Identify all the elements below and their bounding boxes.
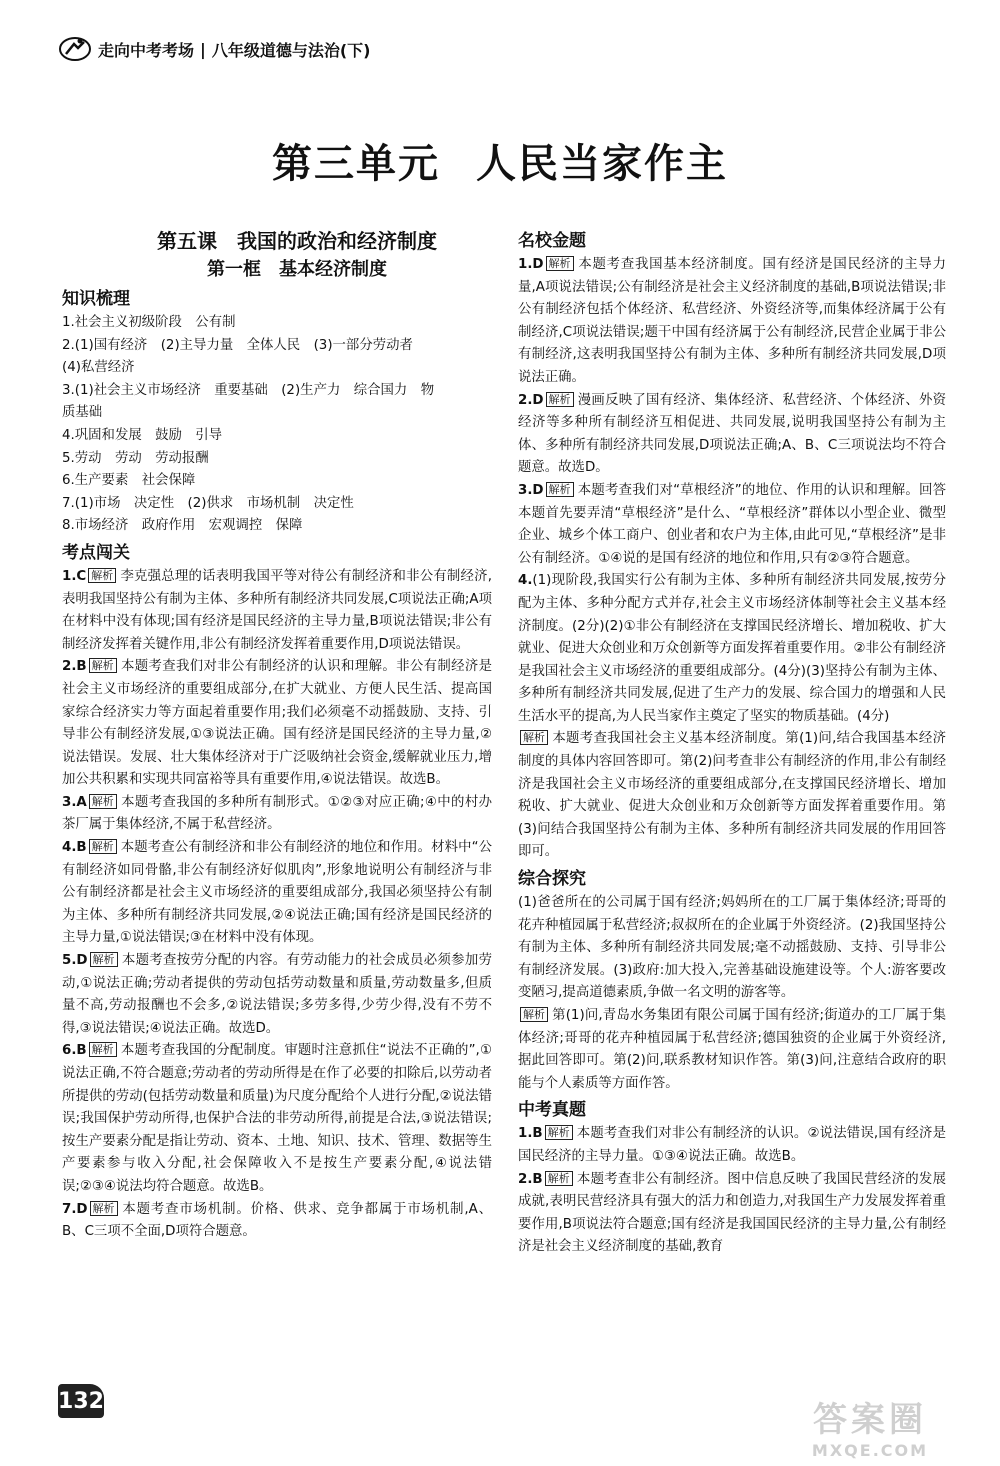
- answer-item: [62, 1199, 492, 1244]
- list-item: 5.劳动 劳动 劳动报酬: [62, 450, 209, 466]
- analysis-tag: 解析: [546, 256, 574, 271]
- answer-text: 漫画反映了国有经济、集体经济、私营经济、个体经济、外资经济等多种所有制经济互相促进、共同发展,说明我国坚持公有制为主体、多种所有制经济共同发展,D项说法正确;A、B、C三项说法均不符合题意。故选D。: [518, 392, 946, 476]
- answer-number: 6.B: [62, 1043, 87, 1059]
- frame-title: 第一框 基本经济制度: [207, 259, 387, 280]
- analysis-tag: 解析: [89, 658, 117, 673]
- answer-item: [62, 656, 492, 792]
- answer-text: (1)爸爸所在的公司属于国有经济;妈妈所在的工厂属于集体经济;哥哥的花卉种植园属于私营经济;叔叔所在的企业属于外资经济。(2)我国坚持公有制为主体、多种所有制经济共同发展;毫不动摇鼓励、支持、引导非公有制经济发展。(3)政府:加大投入,完善基础设施建设等。个人:游客要改变陋习,提高道德素质,争做一名文明的游客等。: [518, 895, 946, 1001]
- runner-logo-icon: [58, 36, 92, 62]
- answer-text: 本题考查我国基本经济制度。国有经济是国民经济的主导力量,A项说法错误;公有制经济是社会主义经济制度的基础,B项说法错误;非公有制经济包括个体经济、私营经济、外资经济等,而集体经济属于公有制经济,C项说法错误;题干中国有经济属于公有制经济,民营企业属于非公有制经济,这表明我国坚持公有制为主体、多种所有制经济共同发展,D项说法正确。: [518, 257, 946, 385]
- analysis-tag: 解析: [545, 1125, 573, 1140]
- mingxiao-list: [518, 254, 946, 864]
- answer-number: 2.B: [62, 659, 87, 675]
- list-item: 2.(1)国有经济 (2)主导力量 全体人民 (3)一部分劳动者: [62, 337, 413, 353]
- kaodian-list: [62, 566, 492, 1244]
- answer-item: [518, 892, 946, 1005]
- answer-item: [518, 570, 946, 728]
- section-heading-mingxiao: 名校金题: [518, 231, 586, 251]
- answer-text: 第(1)问,青岛水务集团有限公司属于国有经济;街道办的工厂属于集体经济;哥哥的花卉种植园属于私营经济;德国独资的企业属于外资经济,据此回答即可。第(2)问,联系教材知识作答。第(3)问,注意结合政府的职能与个人素质等方面作答。: [518, 1008, 946, 1091]
- answer-item: [518, 390, 946, 480]
- page-number: 132: [58, 1384, 104, 1418]
- analysis-tag: 解析: [546, 482, 574, 497]
- answer-item: [518, 254, 946, 390]
- answer-text: 本题考查我们对非公有制经济的认识。②说法错误,国有经济是国民经济的主导力量。①③④说法正确。故选B。: [518, 1126, 946, 1164]
- section-heading-zhishi: 知识梳理: [62, 289, 130, 309]
- unit-name: 人民当家作主: [476, 141, 728, 187]
- answer-text: 本题考查按劳分配的内容。有劳动能力的社会成员必须参加劳动,①说法正确;劳动者提供的劳动包括劳动数量和质量,劳动数量多,但质量不高,劳动报酬也不会多,②说法错误;多劳多得,少劳少得,没有不劳不得,③说法错误;④说法正确。故选D。: [62, 953, 492, 1036]
- unit-number: 第三单元: [272, 141, 440, 187]
- watermark-text: 答案圈: [813, 1400, 927, 1440]
- right-column: [518, 226, 946, 1259]
- analysis-tag: 解析: [89, 839, 117, 854]
- answer-number: 4.B: [62, 840, 87, 856]
- answer-text: 本题考查我们对“草根经济”的地位、作用的认识和理解。回答本题首先要弄清“草根经济”是什么、“草根经济”群体以小型企业、微型企业、城乡个体工商户、创业者和农户为主体,由此可见,“草根经济”是非公有制经济。①④说的是国有经济的地位和作用,只有②③符合题意。: [518, 482, 946, 566]
- answer-text: 本题考查非公有制经济。图中信息反映了我国民营经济的发展成就,表明民营经济具有强大的活力和创造力,对我国生产力发展发挥着重要作用,B项说法符合题意;国有经济是我国国民经济的主导力量,公有制经济是社会主义经济制度的基础,教育: [518, 1171, 946, 1255]
- list-item: 3.(1)社会主义市场经济 重要基础 (2)生产力 综合国力 物: [62, 382, 435, 398]
- analysis-tag: 解析: [520, 730, 548, 745]
- watermark-url: MXQE.COM: [811, 1441, 929, 1460]
- list-item: 8.市场经济 政府作用 宏观调控 保障: [62, 518, 303, 534]
- knowledge-list: [62, 312, 492, 538]
- unit-title: [0, 132, 1000, 189]
- analysis-tag: 解析: [89, 1042, 117, 1057]
- answer-text: 本题考查我们对非公有制经济的认识和理解。非公有制经济是社会主义市场经济的重要组成部分,在扩大就业、方便人民生活、提高国家综合经济实力等方面起着重要作用;我们必须毫不动摇鼓励、支持、引导非公有制经济发展,①③说法正确。国有经济是国民经济的主导力量,②说法错误。发展、壮大集体经济对于广泛吸纳社会资金,缓解就业压力,增加公共积累和实现共同富裕等具有重要作用,④说法错误。故选B。: [62, 659, 492, 788]
- section-heading-zhongkao: 中考真题: [518, 1100, 586, 1121]
- analysis-tag: 解析: [89, 794, 117, 809]
- brand-name: 走向中考考场: [98, 40, 195, 60]
- answer-item: [518, 1169, 946, 1259]
- answer-number: 1.C: [62, 568, 87, 584]
- answer-number: 5.D: [62, 953, 88, 969]
- answer-number: 4.: [518, 573, 533, 589]
- analysis-tag: 解析: [520, 1007, 548, 1022]
- answer-text: 本题考查我国的分配制度。审题时注意抓住“说法不正确的”,①说法正确,不符合题意;劳动者的劳动所得是在作了必要的扣除后,以劳动者所提供的劳动(包括劳动数量和质量)为尺度分配给个人进行分配,②说法错误;我国保护劳动所得,也保护合法的非劳动所得,前提是合法,③说法错误;按生产要素分配是指让劳动、资本、土地、知识、技术、管理、数据等生产要素参与收入分配,社会保障收入不是按生产要素分配,④说法错误;②③④说法均符合题意。故选B。: [62, 1043, 492, 1194]
- analysis-tag: 解析: [546, 392, 574, 407]
- list-item: 质基础: [62, 405, 103, 421]
- list-item: 6.生产要素 社会保障: [62, 473, 196, 489]
- answer-item: [62, 837, 492, 950]
- analysis-tag: 解析: [90, 1201, 118, 1216]
- zonghe-list: [518, 892, 946, 1095]
- answer-text: (1)现阶段,我国实行公有制为主体、多种所有制经济共同发展,按劳分配为主体、多种分配方式并存,社会主义市场经济体制等社会主义基本经济制度。(2分)(2)①非公有制经济在支撑国民经济增长、增加税收、扩大就业、促进大众创业和万众创新等方面发挥着重要作用。②非公有制经济是我国社会主义市场经济的重要组成部分。(4分)(3)坚持公有制为主体、多种所有制经济共同发展,促进了生产力的发展、综合国力的增强和人民生活水平的提高,为人民当家作主奠定了坚实的物质基础。(4分): [518, 573, 946, 724]
- answer-item: [62, 566, 492, 656]
- answer-item: [518, 480, 946, 570]
- answer-number: 2.D: [518, 392, 544, 408]
- zhongkao-list: [518, 1123, 946, 1259]
- answer-text: 李克强总理的话表明我国平等对待公有制经济和非公有制经济,表明我国坚持公有制为主体、多种所有制经济共同发展,C项说法正确;A项在材料中没有体现;国有经济是国民经济的主导力量,B项说法错误;非公有制经济发挥着关键作用,非公有制经济发挥着重要作用,D项说法错误。: [62, 568, 492, 652]
- answer-text: 本题考查公有制经济和非公有制经济的地位和作用。材料中“公有制经济如同骨骼,非公有制经济好似肌肉”,形象地说明公有制经济与非公有制经济都是社会主义市场经济的重要组成部分,我国必须坚持公有制为主体、多种所有制经济共同发展,②④说法正确;国有经济是国民经济的主导力量,①说法错误;③在材料中没有体现。: [62, 840, 492, 946]
- answer-item: [518, 1123, 946, 1168]
- lesson-title: 第五课 我国的政治和经济制度: [157, 229, 437, 253]
- left-column: [62, 226, 492, 1244]
- watermark-logo: [770, 1392, 970, 1462]
- section-heading-zonghe: 综合探究: [518, 869, 586, 890]
- answer-number: 2.B: [518, 1171, 543, 1187]
- answer-number: 1.B: [518, 1126, 543, 1142]
- answer-item: [62, 950, 492, 1040]
- book-title: 八年级道德与法治(下): [211, 40, 371, 60]
- answer-item: [518, 1005, 946, 1095]
- answer-item: [62, 1040, 492, 1198]
- header-separator: |: [200, 39, 206, 59]
- analysis-tag: 解析: [90, 952, 118, 967]
- answer-item: [518, 728, 946, 864]
- list-item: 7.(1)市场 决定性 (2)供求 市场机制 决定性: [62, 495, 354, 511]
- answer-text: 本题考查我国的多种所有制形式。①②③对应正确;④中的村办茶厂属于集体经济,不属于私营经济。: [62, 794, 492, 833]
- analysis-tag: 解析: [88, 568, 116, 583]
- answer-number: 3.D: [518, 482, 544, 498]
- answer-number: 1.D: [518, 257, 544, 272]
- list-item: 1.社会主义初级阶段 公有制: [62, 315, 236, 330]
- answer-text: 本题考查我国社会主义基本经济制度。第(1)问,结合我国基本经济制度的具体内容回答即可。第(2)问考查非公有制经济的作用,非公有制经济是我国社会主义市场经济的重要组成部分,在支撑国民经济增长、增加税收、扩大就业、促进大众创业和万众创新等方面发挥着重要作用。第(3)问结合我国坚持公有制为主体、多种所有制经济共同发展的作用回答即可。: [518, 731, 946, 860]
- running-header: [58, 36, 371, 62]
- list-item: 4.巩固和发展 鼓励 引导: [62, 427, 223, 443]
- answer-number: 7.D: [62, 1201, 88, 1217]
- section-heading-kaodian: 考点闯关: [62, 542, 130, 563]
- answer-number: 3.A: [62, 794, 87, 810]
- answer-text: 本题考查市场机制。价格、供求、竞争都属于市场机制,A、B、C三项不全面,D项符合题意。: [62, 1201, 492, 1240]
- analysis-tag: 解析: [545, 1171, 573, 1186]
- list-item: (4)私营经济: [62, 360, 135, 376]
- answer-item: [62, 792, 492, 837]
